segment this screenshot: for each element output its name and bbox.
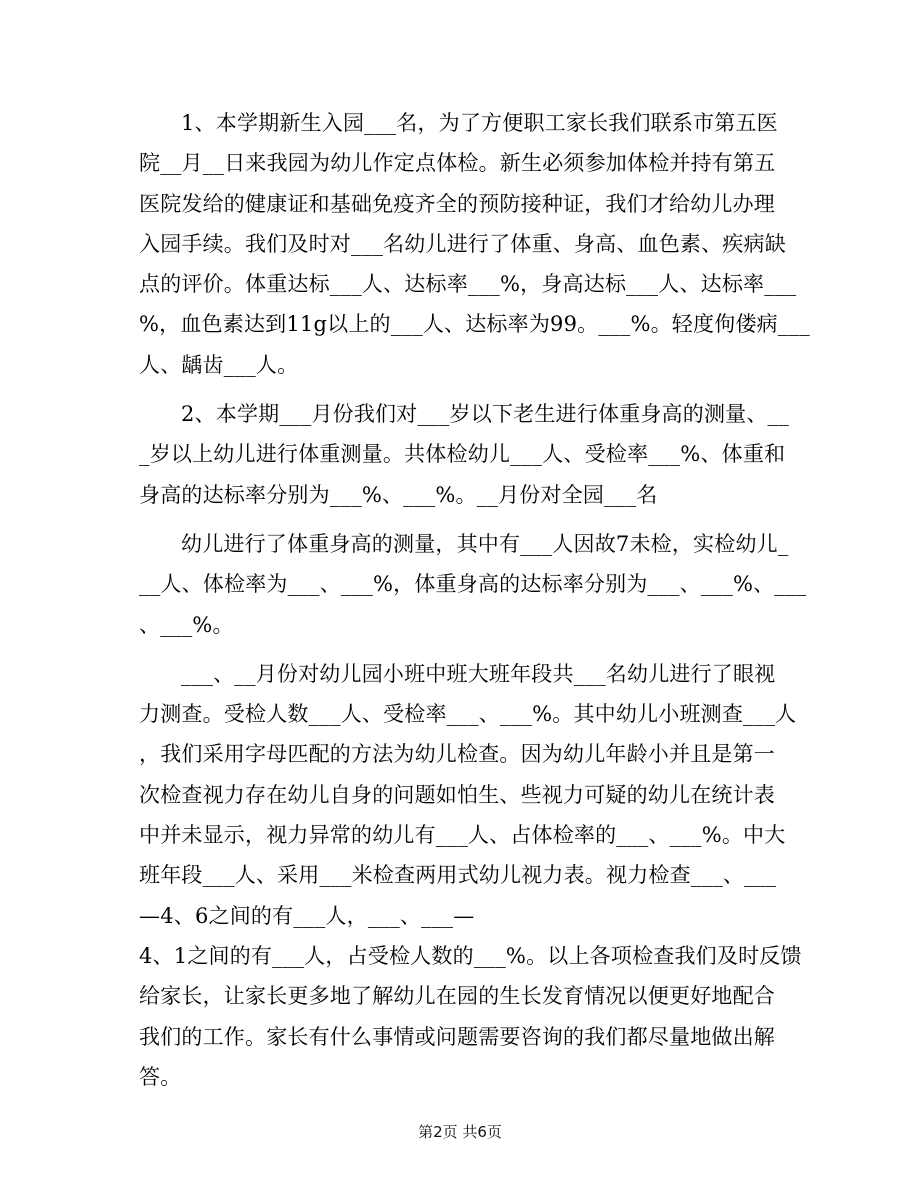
paragraph-3 — [139, 524, 807, 645]
paragraph-2 — [139, 394, 789, 515]
paragraph-4 — [139, 654, 797, 936]
text-line: 给家长，让家长更多地了解幼儿在园的生长发育情况以便更好地配合 — [139, 984, 775, 1009]
text-line: ，我们采用字母匹配的方法为幼儿检查。因为幼儿年龄小并且是第一 — [139, 742, 775, 767]
text-line: __人、体检率为___、___%，体重身高的达标率分别为___、___%、___ — [139, 572, 807, 597]
text-line: 1、本学期新生入园___名，为了方便职工家长我们联系市第五医 — [181, 111, 778, 135]
text-line: 班年段___人、采用___米检查两用式幼儿视力表。视力检查___、___ — [139, 863, 777, 888]
paragraph-gap — [139, 515, 779, 524]
text-line: 医院发给的健康证和基础免疫齐全的预防接种证，我们才给幼儿办理 — [139, 191, 775, 216]
paragraph-gap — [139, 385, 779, 394]
text-line: 、___%。 — [139, 612, 234, 637]
paragraph-gap — [139, 645, 779, 654]
text-line: 身高的达标率分别为___%、___%。__月份对全园___名 — [139, 482, 658, 507]
text-line: %，血色素达到11g以上的___人、达标率为99。___%。轻度佝偻病___ — [139, 312, 810, 337]
page-number-footer: 第2页 共6页 — [418, 1123, 502, 1141]
text-line: 院__月__日来我园为幼儿作定点体检。新生必须参加体检并持有第五 — [139, 151, 776, 176]
text-line: ___、__月份对幼儿园小班中班大班年段共___名幼儿进行了眼视 — [181, 661, 776, 686]
document-body — [139, 103, 810, 1097]
text-line: 中并未显示，视力异常的幼儿有___人、占体检率的___、___%。中大 — [139, 823, 786, 848]
text-line: 幼儿进行了体重身高的测量，其中有___人因故7未检，实检幼儿_ — [181, 531, 789, 556]
text-line: 力测查。受检人数___人、受检率___、___%。其中幼儿小班测查___人 — [139, 702, 797, 727]
text-line: 4、1之间的有___人，占受检人数的___%。以上各项检查我们及时反馈 — [139, 943, 802, 968]
text-line: 点的评价。体重达标___人、达标率___%，身高达标___人、达标率___ — [139, 272, 797, 297]
text-line: 我们的工作。家长有什么事情或问题需要咨询的我们都尽量地做出解 — [139, 1024, 775, 1049]
text-line: 人、龋齿___人。 — [139, 352, 299, 377]
text-line: 答。 — [139, 1064, 182, 1089]
text-line: 次检查视力存在幼儿自身的问题如怕生、些视力可疑的幼儿在统计表 — [139, 782, 775, 807]
paragraph-5 — [139, 936, 802, 1097]
text-line: _岁以上幼儿进行体重测量。共体检幼儿___人、受检率___%、体重和 — [139, 442, 786, 467]
text-line: 2、本学期___月份我们对___岁以下老生进行体重身高的测量、__ — [181, 402, 789, 427]
text-line: —4、6之间的有___人，___、___— — [139, 903, 475, 928]
paragraph-1 — [139, 103, 810, 385]
text-line: 入园手续。我们及时对___名幼儿进行了体重、身高、血色素、疾病缺 — [139, 231, 786, 256]
